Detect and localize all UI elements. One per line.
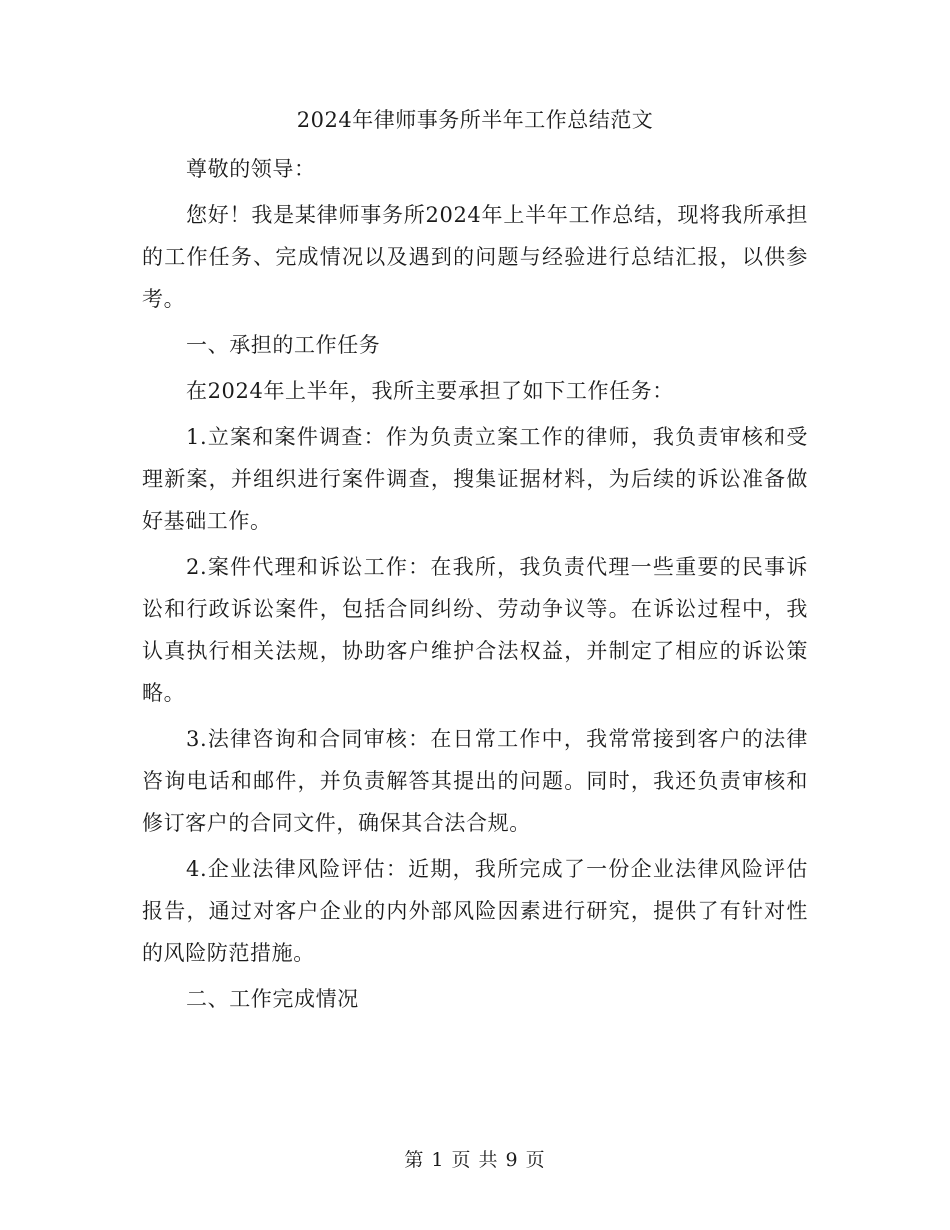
intro-paragraph: 您好！我是某律师事务所2024年上半年工作总结，现将我所承担的工作任务、完成情况以及遇到的问题与经验进行总结汇报，以供参考。 xyxy=(142,203,808,311)
section-heading-tasks: 一、承担的工作任务 xyxy=(186,333,381,357)
document-title: 2024年律师事务所半年工作总结范文 xyxy=(296,108,654,132)
document-body xyxy=(142,148,808,1024)
task-item-3: 3.法律咨询和合同审核：在日常工作中，我常常接到客户的法律咨询电话和邮件，并负责解答其提出的问题。同时，我还负责审核和修订客户的合同文件，确保其合法合规。 xyxy=(142,727,808,835)
page-number-footer: 第 1 页 共 9 页 xyxy=(404,1149,546,1171)
task-item-2: 2.案件代理和诉讼工作：在我所，我负责代理一些重要的民事诉讼和行政诉讼案件，包括合同纠纷、劳动争议等。在诉讼过程中，我认真执行相关法规，协助客户维护合法权益，并制定了相应的诉讼策略。 xyxy=(142,555,808,705)
salutation: 尊敬的领导： xyxy=(186,157,316,181)
task-item-1: 1.立案和案件调查：作为负责立案工作的律师，我负责审核和受理新案，并组织进行案件调查，搜集证据材料，为后续的诉讼准备做好基础工作。 xyxy=(142,425,808,533)
tasks-intro-paragraph: 在2024年上半年，我所主要承担了如下工作任务： xyxy=(186,379,674,403)
section-heading-completion: 二、工作完成情况 xyxy=(186,987,359,1011)
task-item-4: 4.企业法律风险评估：近期，我所完成了一份企业法律风险评估报告，通过对客户企业的内外部风险因素进行研究，提供了有针对性的风险防范措施。 xyxy=(142,857,808,965)
